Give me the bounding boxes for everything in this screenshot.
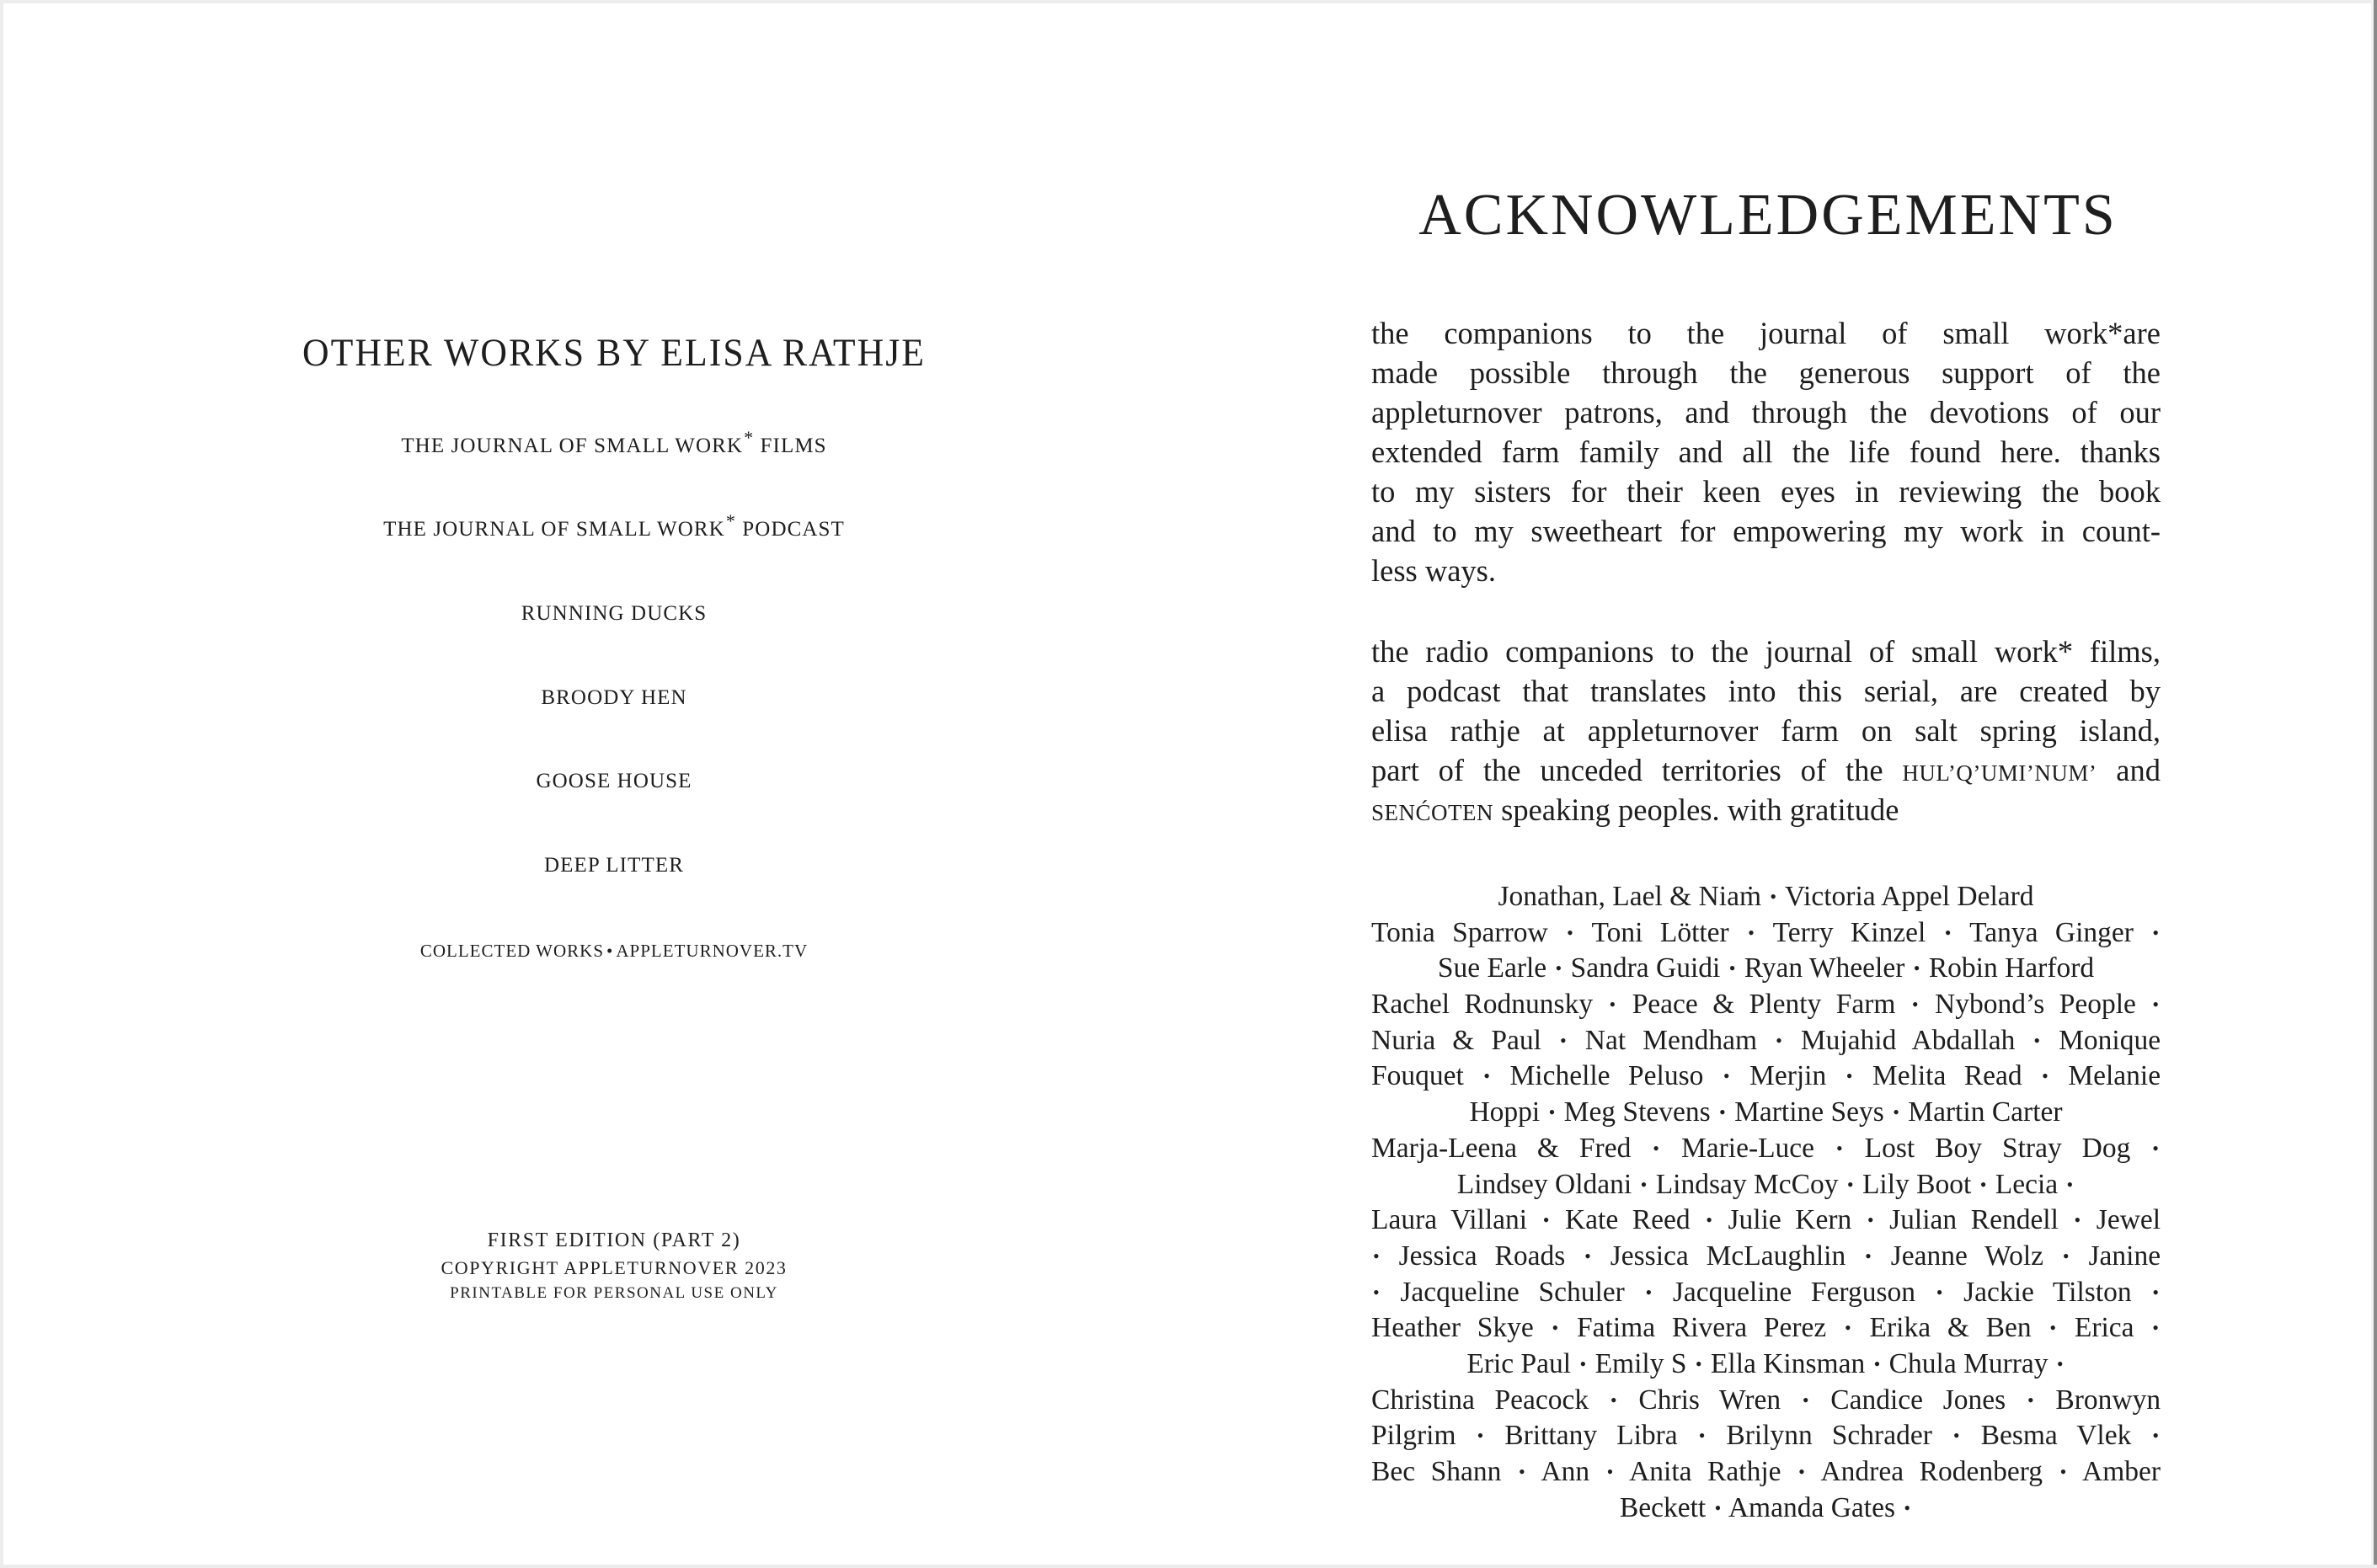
supporter-name: Martin Carter (1908, 1096, 2063, 1128)
supporters-line (1371, 879, 2161, 915)
supporters-line (1371, 1418, 2161, 1454)
supporter-name: Bronwyn (2055, 1384, 2161, 1416)
supporter-name: Amber (2082, 1456, 2161, 1487)
bullet-separator: • (1695, 1352, 1702, 1374)
supporters-line (1371, 1167, 2161, 1203)
supporters-line (1371, 1239, 2161, 1275)
supporter-name: Tonia Sparrow (1371, 916, 1548, 948)
paragraph-line: made possible through the generous support of the (1371, 355, 2161, 390)
supporters-line (1371, 1275, 2161, 1311)
page-spread (3, 3, 2371, 1565)
supporter-name: Jackie Tilston (1963, 1276, 2132, 1308)
supporters-line (1371, 1131, 2161, 1167)
bullet-separator: • (1944, 921, 1952, 943)
nation-name: SENĆOTEN (1371, 800, 1493, 825)
supporter-name: Jacqueline Schuler (1400, 1276, 1625, 1308)
acknowledgement-paragraph-2 (1371, 632, 2161, 829)
bullet-separator: • (1373, 1281, 1380, 1303)
supporter-name: Amanda Gates (1728, 1491, 1895, 1523)
supporters-line (1371, 1095, 2161, 1131)
supporter-name: Fatima Rivera Perez (1577, 1312, 1827, 1344)
bullet-separator: • (1477, 1425, 1484, 1447)
supporter-name: Ryan Wheeler (1744, 952, 1905, 984)
work-item (3, 510, 1225, 541)
supporter-name: Tanya Ginger (1969, 916, 2134, 948)
bullet-separator: • (1845, 1317, 1851, 1339)
bullet-separator: • (1698, 1425, 1706, 1447)
bullet-separator: • (1719, 1101, 1726, 1123)
bullet-separator: • (2152, 1317, 2159, 1339)
bullet-separator: • (2027, 1389, 2034, 1411)
supporters-line (1371, 951, 2161, 987)
supporter-name: Nybond’s People (1935, 989, 2136, 1021)
bullet-separator: • (1567, 921, 1573, 943)
supporters-line (1371, 1310, 2161, 1347)
supporter-name: Merjin (1749, 1060, 1827, 1092)
bullet-separator: • (1542, 1209, 1550, 1231)
bullet-separator: • (1913, 957, 1920, 979)
supporter-name: Erika & Ben (1869, 1312, 2032, 1344)
supporter-name: Brittany Libra (1504, 1420, 1678, 1452)
supporter-name: Bec Shann (1371, 1456, 1502, 1487)
supporter-name: Jacqueline Ferguson (1672, 1276, 1916, 1308)
supporter-name: Candice Jones (1830, 1384, 2006, 1416)
work-item: GOOSE HOUSE (536, 770, 692, 792)
acknowledgement-paragraph-1 (1371, 313, 2161, 590)
paragraph-line (1371, 790, 2161, 829)
paragraph-line: less ways. (1371, 553, 1497, 588)
supporter-name: Sandra Guidi (1570, 952, 1721, 984)
bullet-separator: • (1560, 1029, 1567, 1051)
bullet-separator: • (1579, 1352, 1587, 1374)
bullet-separator: • (1640, 1173, 1648, 1195)
bullet-separator: • (2152, 921, 2160, 943)
bullet-separator: • (2062, 1245, 2070, 1267)
copyright-text: COPYRIGHT APPLETURNOVER 2023 (441, 1257, 788, 1278)
supporters-line (1371, 1454, 2161, 1491)
supporter-name: Monique (2059, 1024, 2161, 1056)
bullet-separator: • (1609, 994, 1616, 1016)
supporter-name: Pilgrim (1371, 1420, 1456, 1452)
bullet-separator: • (2056, 1352, 2064, 1374)
bullet-separator: • (2152, 1281, 2160, 1303)
supporters-line (1371, 1383, 2161, 1419)
viewer-scrollbar-edge (2374, 0, 2377, 1565)
work-label: THE JOURNAL OF SMALL WORK (383, 518, 725, 541)
supporter-name: Kate Reed (1564, 1204, 1691, 1236)
supporter-name: Marja-Leena & Fred (1371, 1132, 1632, 1164)
other-works-title: OTHER WORKS BY ELISA RATHJE (302, 331, 927, 375)
bullet-separator: • (2066, 1173, 2074, 1195)
supporter-name: Heather Skye (1371, 1312, 1534, 1344)
bullet-separator: • (1706, 1209, 1712, 1231)
supporter-name: Meg Stevens (1563, 1096, 1711, 1128)
bullet-separator: • (1555, 957, 1562, 979)
bullet-separator: • (1584, 1245, 1591, 1267)
supporter-name: Janine (2088, 1240, 2161, 1272)
supporter-name: Emily S (1594, 1347, 1687, 1379)
asterisk-mark: * (744, 427, 755, 448)
collected-works-label: COLLECTED WORKS (419, 941, 605, 961)
supporters-line (1371, 987, 2161, 1023)
bullet-separator: • (1776, 1029, 1782, 1051)
bullet-separator: • (1802, 1389, 1809, 1411)
collected-works-line (3, 941, 1225, 962)
supporters-line (1371, 1203, 2161, 1239)
asterisk-mark: * (725, 510, 736, 531)
supporter-name: Christina Peacock (1371, 1384, 1589, 1416)
supporter-name: Martine Seys (1734, 1096, 1884, 1128)
bullet-separator: • (1936, 1281, 1943, 1303)
supporter-name: Eric Paul (1466, 1347, 1572, 1379)
supporter-name: Erica (2074, 1312, 2134, 1344)
bullet-separator: • (1373, 1245, 1380, 1267)
supporter-name: Jeanne Wolz (1890, 1240, 2044, 1272)
bullet-separator: • (1653, 1137, 1659, 1159)
supporters-list (1371, 879, 2161, 1526)
bullet-separator: • (1904, 1496, 1911, 1518)
bullet-separator: • (1873, 1352, 1881, 1374)
supporter-name: Robin Harford (1928, 952, 2095, 984)
bullet-separator: • (2152, 1137, 2159, 1159)
supporter-name: Julie Kern (1728, 1204, 1852, 1236)
bullet-separator: • (1483, 1065, 1490, 1087)
paragraph-line: the companions to the journal of small work*are (1371, 316, 2161, 350)
supporter-name: Jessica McLaughlin (1610, 1240, 1846, 1272)
work-item (3, 427, 1225, 458)
paragraph-line: appleturnover patrons, and through the devotions of our (1371, 395, 2161, 429)
bullet-separator: • (1846, 1065, 1853, 1087)
nation-name: HUL’Q’UMI’NUM’ (1902, 760, 2097, 786)
supporters-line (1371, 915, 2161, 952)
bullet-separator: • (1798, 1461, 1805, 1482)
bullet-separator: • (606, 941, 614, 961)
bullet-separator: • (1952, 1425, 1960, 1447)
supporter-name: Marie-Luce (1680, 1132, 1815, 1164)
work-suffix: FILMS (760, 435, 827, 457)
bullet-separator: • (2152, 1425, 2160, 1447)
bullet-separator: • (2033, 1029, 2041, 1051)
supporter-name: Lindsay McCoy (1655, 1168, 1839, 1200)
supporter-name: Rachel Rodnunsky (1371, 989, 1594, 1021)
supporter-name: Andrea Rodenberg (1820, 1456, 2043, 1487)
supporter-name: Mujahid Abdallah (1800, 1024, 2016, 1056)
paragraph-line: to my sisters for their keen eyes in reviewing the book (1371, 474, 2161, 509)
supporter-name: Lecia (1995, 1168, 2059, 1200)
supporter-name: Victoria Appel Delard (1784, 881, 2034, 912)
supporters-line (1371, 1347, 2161, 1383)
bullet-separator: • (2059, 1461, 2067, 1482)
supporter-name: Anita Rathje (1629, 1456, 1781, 1487)
supporters-line (1371, 1059, 2161, 1095)
paragraph-line: and to my sweetheart for empowering my work in count- (1371, 514, 2161, 548)
supporter-name: Julian Rendell (1889, 1204, 2059, 1236)
supporter-name: Fouquet (1371, 1060, 1464, 1092)
works-list (3, 3, 1225, 1568)
bullet-separator: • (1865, 1245, 1872, 1267)
supporter-name: Ann (1541, 1456, 1590, 1487)
bullet-separator: • (2042, 1065, 2048, 1087)
supporter-name: Michelle Peluso (1509, 1060, 1704, 1092)
supporter-name: Chula Murray (1888, 1347, 2048, 1379)
supporter-name: Ella Kinsman (1710, 1347, 1866, 1379)
paragraph-line: the radio companions to the journal of small work* films, (1371, 634, 2161, 669)
bullet-separator: • (1748, 921, 1755, 943)
paragraph-line: a podcast that translates into this serial, are created by (1371, 674, 2161, 708)
bullet-separator: • (1836, 1137, 1843, 1159)
bullet-separator: • (1645, 1281, 1653, 1303)
acknowledgements-title: ACKNOWLEDGEMENTS (1418, 183, 2118, 248)
bullet-separator: • (1714, 1496, 1722, 1518)
bullet-separator: • (1548, 1101, 1556, 1123)
supporter-name: Jessica Roads (1398, 1240, 1566, 1272)
website-link: APPLETURNOVER.TV (616, 941, 809, 961)
supporter-name: Sue Earle (1437, 952, 1547, 984)
supporter-name: Lindsey Oldani (1456, 1168, 1632, 1200)
supporter-name: Lily Boot (1862, 1168, 1972, 1200)
bullet-separator: • (1911, 994, 1919, 1016)
supporter-name: Peace & Plenty Farm (1632, 989, 1896, 1021)
paragraph-text: speaking peoples. with gratitude (1501, 792, 1899, 827)
supporter-name: Jewel (2096, 1204, 2161, 1236)
supporter-name: Lost Boy Stray Dog (1864, 1132, 2131, 1164)
supporter-name: Melanie (2068, 1060, 2161, 1092)
bullet-separator: • (2049, 1317, 2057, 1339)
supporter-name: Melita Read (1872, 1060, 2022, 1092)
supporters-line (1371, 1023, 2161, 1059)
bullet-separator: • (1728, 957, 1736, 979)
paragraph-text: and (2116, 753, 2161, 787)
paragraph-line: extended farm family and all the life found here. thanks (1371, 435, 2161, 469)
supporter-name: Nuria & Paul (1371, 1024, 1541, 1056)
supporter-name: Toni Lötter (1591, 916, 1729, 948)
supporter-name: Laura Villani (1371, 1204, 1528, 1236)
supporter-name: Nat Mendham (1584, 1024, 1758, 1056)
bullet-separator: • (2152, 994, 2160, 1016)
work-item: BROODY HEN (541, 686, 687, 709)
paragraph-text: part of the unceded territories of the (1371, 753, 1883, 787)
supporters-line (1371, 1491, 2161, 1527)
supporter-name: Beckett (1619, 1491, 1707, 1523)
paragraph-line (1371, 750, 2161, 790)
bullet-separator: • (1606, 1461, 1614, 1482)
work-label: THE JOURNAL OF SMALL WORK (401, 435, 744, 457)
usage-text: PRINTABLE FOR PERSONAL USE ONLY (450, 1284, 778, 1302)
colophon (3, 1226, 1225, 1306)
bullet-separator: • (2074, 1209, 2081, 1231)
work-suffix: PODCAST (742, 518, 845, 541)
work-item: DEEP LITTER (543, 854, 684, 877)
bullet-separator: • (1979, 1173, 1987, 1195)
bullet-separator: • (1518, 1461, 1525, 1482)
bullet-separator: • (1552, 1317, 1559, 1339)
bullet-separator: • (1893, 1101, 1899, 1123)
supporter-name: Brilynn Schrader (1726, 1420, 1932, 1452)
supporter-name: Hoppi (1469, 1096, 1541, 1128)
supporter-name: Chris Wren (1638, 1384, 1781, 1416)
supporter-name: Terry Kinzel (1772, 916, 1926, 948)
bullet-separator: • (1770, 886, 1777, 907)
work-item: RUNNING DUCKS (521, 602, 708, 625)
bullet-separator: • (1723, 1065, 1730, 1087)
supporter-name: Besma Vlek (1980, 1420, 2132, 1452)
supporter-name: Jonathan, Lael & Niaṁ (1498, 881, 1762, 912)
bullet-separator: • (1846, 1173, 1854, 1195)
bullet-separator: • (1867, 1209, 1874, 1231)
bullet-separator: • (1610, 1389, 1617, 1411)
paragraph-line: elisa rathje at appleturnover farm on salt spring island, (1371, 713, 2161, 748)
edition-text: FIRST EDITION (PART 2) (487, 1229, 741, 1251)
